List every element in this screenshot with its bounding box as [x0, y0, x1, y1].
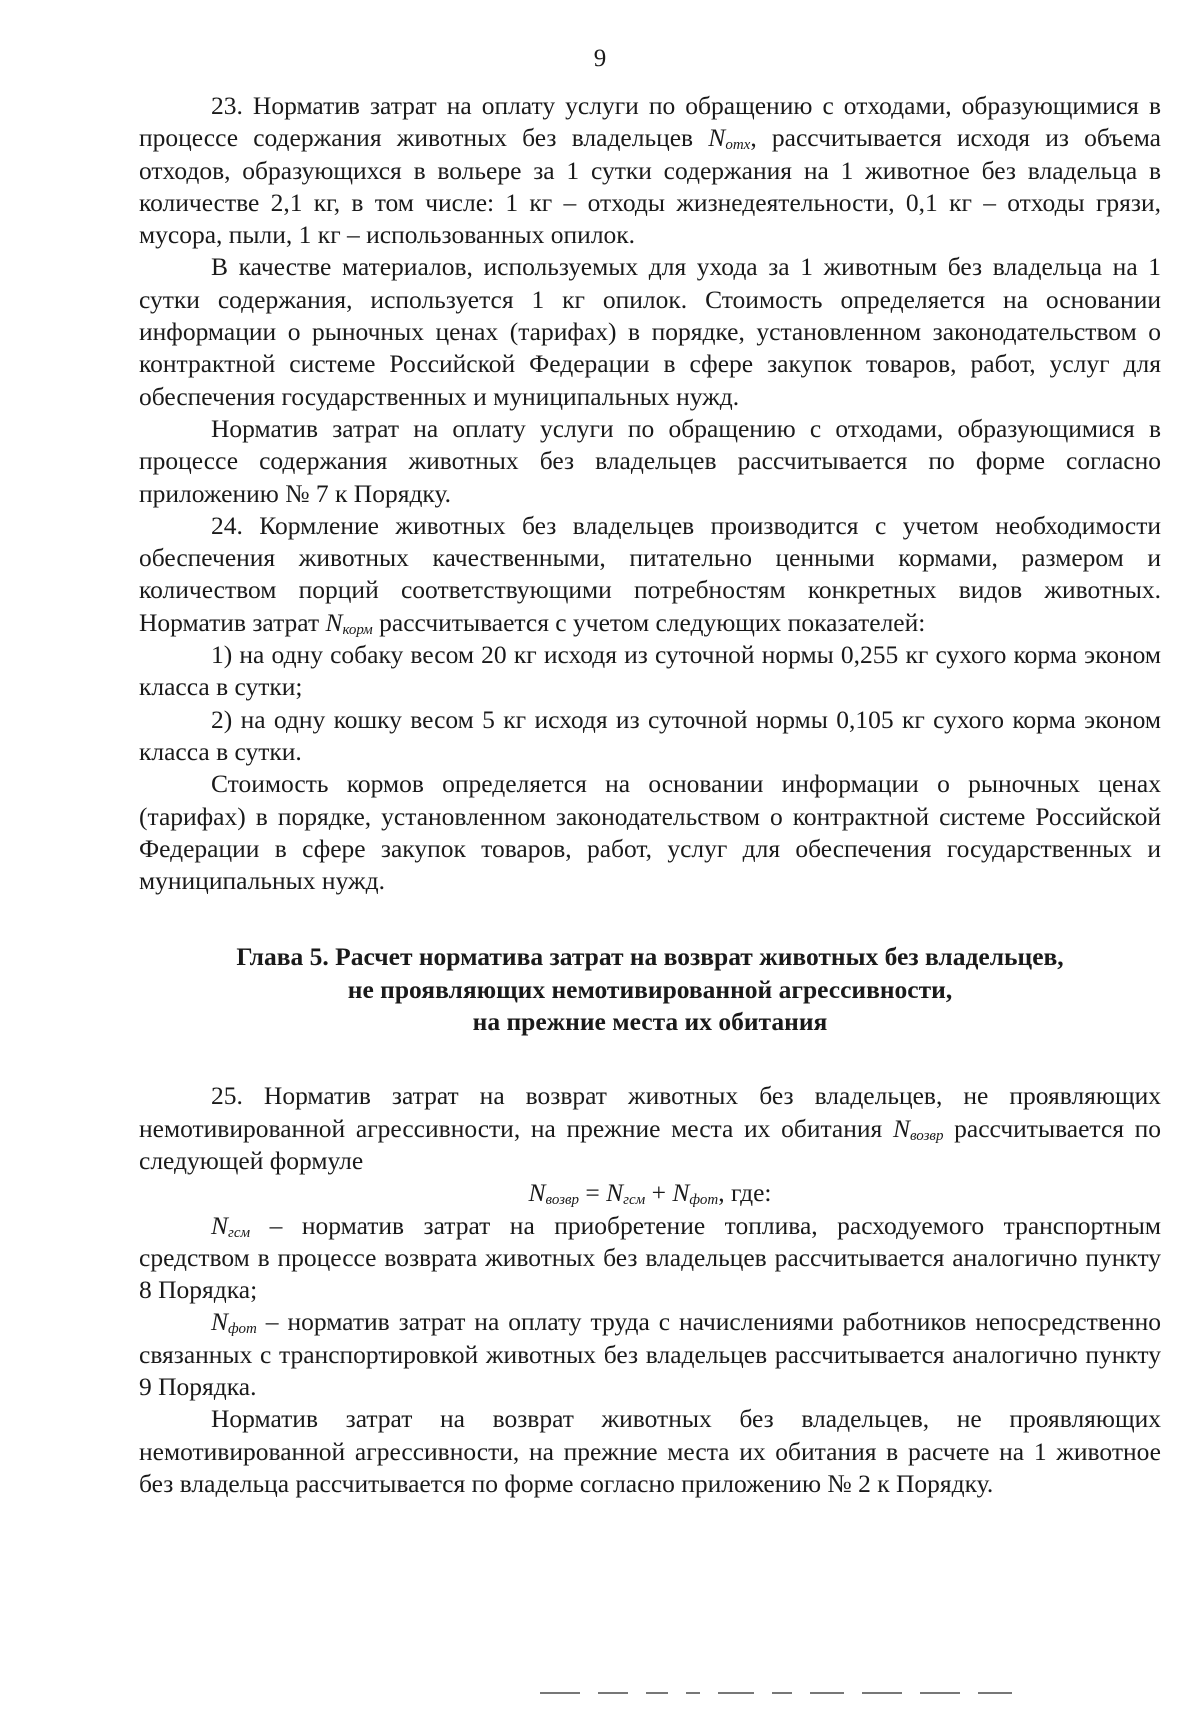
formula: $N_{возвр} = N_{гсм} + N_{фот}$, где:	[528, 1178, 772, 1209]
definition-n-fot: $N_{фот}$ – норматив затрат на оплату труда с начислениями работников непосредственно связанных с транспортировкой животных без владельцев рассчитывается аналогично пункту 9 Порядка.	[139, 1307, 1161, 1401]
chapter-heading-line-1: Глава 5. Расчет норматива затрат на возврат животных без владельцев,	[236, 942, 1064, 972]
paragraph-23-materials: В качестве материалов, используемых для ухода за 1 животным без владельца на 1 сутки содержания, используется 1 кг опилок. Стоимость определяется на основании информации о рыночных ценах (тарифах) в порядке, установленном законодательством о контрактной системе Российской Федерации в сфере закупок товаров, работ, услуг для обеспечения государственных и муниципальных нужд.	[139, 252, 1161, 411]
definition-n-gsm: $N_{гсм}$ – норматив затрат на приобретение топлива, расходуемого транспортным средством в процессе возврата животных без владельцев рассчитывается аналогично пункту 8 Порядка;	[139, 1210, 1161, 1305]
paragraph-25-form: Норматив затрат на возврат животных без владельцев, не проявляющих немотивированной агрессивности, на прежние места их обитания в расчете на 1 животное без владельца рассчитывается по форме согласно приложению № 2 к Порядку.	[139, 1404, 1161, 1498]
page-number: 9	[593, 45, 607, 72]
list-item-cat: 2) на одну кошку весом 5 кг исходя из суточной нормы 0,105 кг сухого корма эконом класса в сутки.	[139, 704, 1161, 766]
footer-scan-marks	[540, 1684, 1160, 1698]
paragraph-24-feeding: 24. Кормление животных без владельцев производится с учетом необходимости обеспечения животных качественными, питательно ценными кормами, размером и количеством порций соответствующими потребностям конкретных видов животных. Норматив затрат $N_{корм}$ рассчитывается с учетом следующих показателей:	[139, 510, 1161, 638]
chapter-heading-line-2: не проявляющих немотивированной агрессивности,	[347, 974, 953, 1004]
paragraph-24-cost: Стоимость кормов определяется на основании информации о рыночных ценах (тарифах) в порядке, установленном законодательством о контрактной системе Российской Федерации в сфере закупок товаров, работ, услуг для обеспечения государственных и муниципальных нужд.	[139, 769, 1161, 896]
symbol-n-korm: $N_{корм}$	[325, 607, 373, 638]
symbol-n-vozvr: $N_{возвр}$	[892, 1113, 944, 1144]
document-body	[139, 90, 1161, 1500]
paragraph-23-form: Норматив затрат на оплату услуги по обращению с отходами, образующимися в процессе содержания животных без владельцев рассчитывается по форме согласно приложению № 7 к Порядку.	[139, 413, 1161, 508]
paragraph-25-return: 25. Норматив затрат на возврат животных без владельцев, не проявляющих немотивированной агрессивности, на прежние места их обитания $N_{возвр}$ рассчитывается по следующей формуле	[139, 1081, 1161, 1175]
chapter-heading-line-3: на прежние места их обитания	[472, 1007, 828, 1037]
paragraph-23-waste: 23. Норматив затрат на оплату услуги по обращению с отходами, образующимися в процессе содержания животных без владельцев $N_{отх}$, рассчитывается исходя из объема отходов, образующихся в вольере за 1 сутки содержания на 1 животное без владельца в количестве 2,1 кг, в том числе: 1 кг – отходы жизнедеятельности, 0,1 кг – отходы грязи, мусора, пыли, 1 кг – использованных опилок.	[139, 91, 1161, 250]
chapter-heading	[139, 941, 1161, 1038]
list-item-dog: 1) на одну собаку весом 20 кг исходя из суточной нормы 0,255 кг сухого корма эконом класса в сутки;	[139, 640, 1161, 702]
symbol-n-otx: $N_{отх}$	[708, 123, 751, 154]
